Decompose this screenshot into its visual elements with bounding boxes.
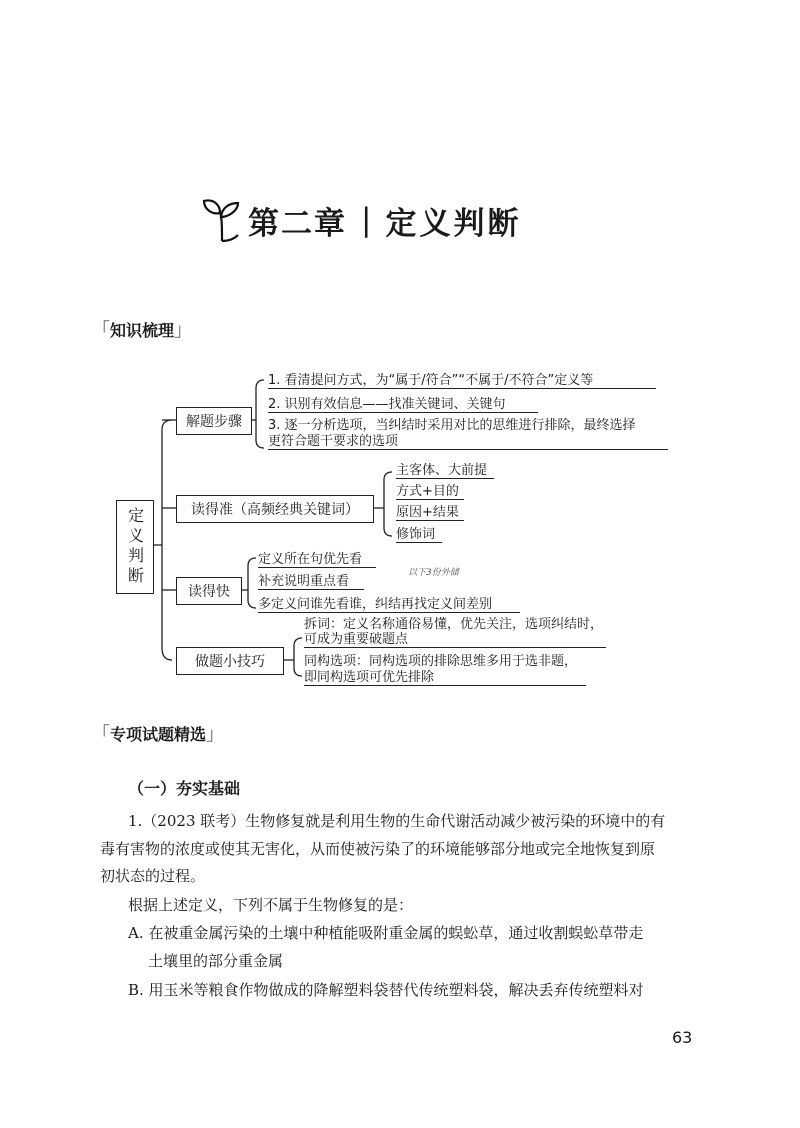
chapter-number: 第二章 [248,205,347,242]
knowledge-section-header: 「知识梳理」 [92,320,193,341]
option-b: B. 用玉米等粮食作物做成的降解塑料袋替代传统塑料袋，解决丢弃传统塑料对 [128,981,644,999]
title-separator: | [361,202,372,238]
page-number: 63 [672,1028,693,1047]
keyword-cause-result: 原因+结果 [396,501,464,521]
branch-solving-steps: 解题步骤 [176,407,252,435]
fast-item-1: 定义所在句优先看 [258,548,376,568]
branch-read-accurately: 读得准（高频经典关键词） [176,495,374,523]
branch-tips: 做题小技巧 [176,647,284,675]
option-a-cont: 土壤里的部分重金属 [148,952,284,970]
practice-section-header: 「专项试题精选」 [92,724,225,745]
question-prompt: 根据上述定义，下列不属于生物修复的是： [128,896,414,914]
chapter-name: 定义判断 [385,205,522,242]
step-item-3-cont: 更符合题干要求的选项 [268,430,668,450]
fast-item-3: 多定义问谁先看谁，纠结再找定义间差别 [258,593,520,613]
question-line-1: 1.（2023 联考）生物修复就是利用生物的生命代谢活动减少被污染的环境中的有 [128,812,666,830]
question-line-3: 初状态的过程。 [100,867,206,885]
keyword-modifier: 修饰词 [396,523,442,543]
branch-read-fast: 读得快 [176,577,242,605]
tip-item-1-cont: 可成为重要破题点 [304,628,606,648]
option-a: A. 在被重金属污染的土壤中种植能吸附重金属的蜈蚣草，通过收割蜈蚣草带走 [128,924,644,942]
subsection-title: （一）夯实基础 [128,779,241,798]
keyword-method-purpose: 方式+目的 [396,480,464,500]
question-line-2: 毒有害物的浓度或使其无害化，从而使被污染了的环境能够部分地或完全地恢复到原 [100,840,656,858]
step-item-1: 1. 看清提问方式，为“属于/符合”“不属于/不符合”定义等 [268,369,656,389]
tip-item-2-cont: 即同构选项可优先排除 [304,666,586,686]
tip-item-1: 拆词：定义名称通俗易懂，优先关注，选项纠结时， [304,617,604,632]
step-item-2: 2. 识别有效信息——找准关键词、关键句 [268,393,538,413]
tip-item-2: 同构选项：同构选项的排除思维多用于选非题， [304,654,578,669]
fast-item-2: 补充说明重点看 [258,570,364,590]
handwritten-note: 以下3份外储 [408,568,459,578]
mindmap-root: 定义判断 [116,500,154,594]
keyword-subject-object: 主客体、大前提 [396,459,494,479]
step-item-3: 3. 逐一分析选项，当纠结时采用对比的思维进行排除，最终选择 [268,418,636,433]
